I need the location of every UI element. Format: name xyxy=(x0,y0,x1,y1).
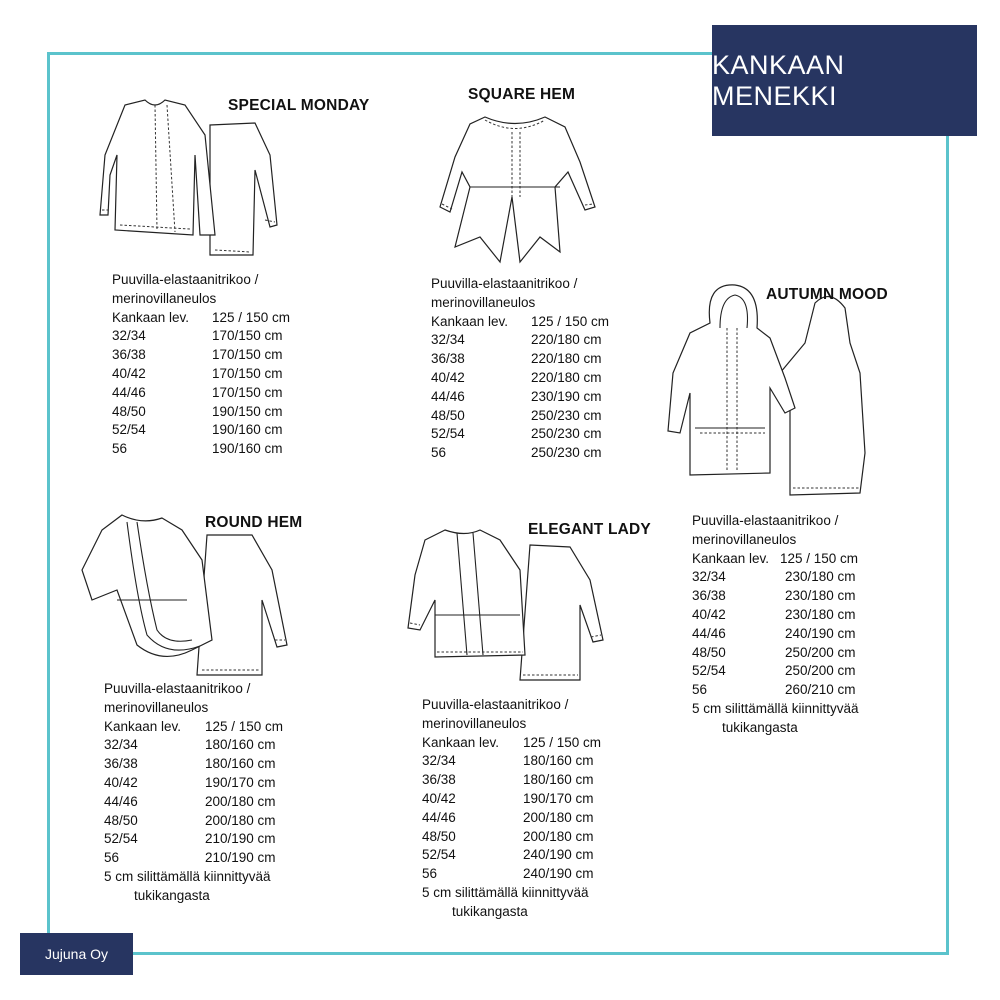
size-row xyxy=(104,830,283,849)
size-row xyxy=(431,444,609,463)
size-row xyxy=(104,774,283,793)
size-row xyxy=(104,736,283,755)
size-row xyxy=(422,809,601,828)
autumn-mood-title: AUTUMN MOOD xyxy=(766,286,888,303)
size-label: 36/38 xyxy=(104,756,138,772)
size-row xyxy=(692,606,859,625)
size-row xyxy=(431,331,609,350)
width-label: Kankaan lev. xyxy=(112,309,190,325)
amount-value: 220/180 cm xyxy=(531,351,602,367)
size-label: 32/34 xyxy=(112,328,146,344)
amount-value: 170/150 cm xyxy=(212,328,283,344)
size-label: 56 xyxy=(112,441,128,457)
autumn-mood-info xyxy=(692,512,859,738)
amount-value: 250/230 cm xyxy=(531,426,602,442)
size-row xyxy=(422,828,601,847)
size-label: 48/50 xyxy=(112,403,146,419)
size-label: 44/46 xyxy=(422,809,456,825)
size-label: 48/50 xyxy=(104,812,138,828)
size-row xyxy=(112,327,290,346)
width-label: Kankaan lev. xyxy=(692,550,770,566)
amount-value: 250/230 cm xyxy=(531,407,602,423)
material-line: Puuvilla-elastaanitrikoo / xyxy=(431,276,578,291)
brand-label: Jujuna Oy xyxy=(20,933,133,975)
size-row xyxy=(112,346,290,365)
material-line: Puuvilla-elastaanitrikoo / xyxy=(422,697,569,712)
amount-value: 190/170 cm xyxy=(523,790,594,806)
amount-value: 250/200 cm xyxy=(785,663,856,679)
autumn-mood-illustration xyxy=(665,283,875,498)
round-hem-info xyxy=(104,680,283,906)
material-line: Puuvilla-elastaanitrikoo / xyxy=(692,513,839,528)
size-row xyxy=(692,644,859,663)
width-label: Kankaan lev. xyxy=(104,718,182,734)
amount-value: 190/170 cm xyxy=(205,774,276,790)
round-hem-title: ROUND HEM xyxy=(205,514,303,531)
amount-value: 180/160 cm xyxy=(523,772,594,788)
width-row xyxy=(112,309,290,328)
size-label: 36/38 xyxy=(692,588,726,604)
amount-value: 250/230 cm xyxy=(531,445,602,461)
width-value: 125 / 150 cm xyxy=(205,718,284,734)
material-line: merinovillaneulos xyxy=(431,294,536,310)
size-row xyxy=(692,587,859,606)
size-label: 40/42 xyxy=(112,365,146,381)
amount-value: 190/160 cm xyxy=(212,441,283,457)
size-row xyxy=(422,752,601,771)
size-label: 44/46 xyxy=(104,793,138,809)
amount-value: 200/180 cm xyxy=(523,828,594,844)
size-row xyxy=(104,793,283,812)
page-title: KANKAAN MENEKKI xyxy=(712,25,977,136)
size-row xyxy=(112,384,290,403)
elegant-lady-illustration xyxy=(405,525,610,685)
size-label: 36/38 xyxy=(431,351,465,367)
width-row xyxy=(692,550,859,569)
amount-value: 260/210 cm xyxy=(785,682,856,698)
material-line: Puuvilla-elastaanitrikoo / xyxy=(112,272,259,287)
amount-value: 210/190 cm xyxy=(205,831,276,847)
size-label: 32/34 xyxy=(104,737,138,753)
note-line: 5 cm silittämällä kiinnittyvää xyxy=(692,700,859,716)
special-monday-illustration xyxy=(105,95,295,255)
size-label: 52/54 xyxy=(104,831,138,847)
size-label: 36/38 xyxy=(422,772,456,788)
size-label: 56 xyxy=(422,866,438,882)
amount-value: 200/180 cm xyxy=(205,793,276,809)
amount-value: 210/190 cm xyxy=(205,850,276,866)
size-row xyxy=(112,440,290,459)
amount-value: 190/150 cm xyxy=(212,403,283,419)
size-row xyxy=(422,846,601,865)
square-hem-title: SQUARE HEM xyxy=(468,86,576,103)
size-label: 32/34 xyxy=(431,332,465,348)
amount-value: 170/150 cm xyxy=(212,347,283,363)
size-row xyxy=(431,350,609,369)
amount-value: 180/160 cm xyxy=(205,756,276,772)
size-row xyxy=(422,771,601,790)
size-label: 40/42 xyxy=(692,606,726,622)
width-value: 125 / 150 cm xyxy=(523,734,602,750)
size-label: 48/50 xyxy=(431,407,465,423)
size-row xyxy=(692,681,859,700)
size-label: 48/50 xyxy=(692,644,726,660)
material-line: merinovillaneulos xyxy=(104,699,209,715)
size-row xyxy=(692,625,859,644)
amount-value: 170/150 cm xyxy=(212,384,283,400)
size-row xyxy=(104,812,283,831)
width-row xyxy=(431,313,609,332)
amount-value: 170/150 cm xyxy=(212,365,283,381)
size-row xyxy=(112,365,290,384)
note-line: 5 cm silittämällä kiinnittyvää xyxy=(422,884,589,900)
special-monday-info xyxy=(112,271,290,459)
square-hem-info xyxy=(431,275,609,463)
size-row xyxy=(104,755,283,774)
round-hem-illustration xyxy=(82,510,307,680)
size-label: 52/54 xyxy=(112,422,146,438)
amount-value: 230/190 cm xyxy=(531,388,602,404)
amount-value: 190/160 cm xyxy=(212,422,283,438)
amount-value: 180/160 cm xyxy=(523,753,594,769)
amount-value: 240/190 cm xyxy=(523,847,594,863)
note-line: tukikangasta xyxy=(134,887,210,903)
size-row xyxy=(422,790,601,809)
size-row xyxy=(431,425,609,444)
size-row xyxy=(692,662,859,681)
amount-value: 250/200 cm xyxy=(785,644,856,660)
size-row xyxy=(431,407,609,426)
size-label: 44/46 xyxy=(431,388,465,404)
size-label: 44/46 xyxy=(692,625,726,641)
size-row xyxy=(422,865,601,884)
size-label: 52/54 xyxy=(431,426,465,442)
elegant-lady-title: ELEGANT LADY xyxy=(528,521,651,538)
width-label: Kankaan lev. xyxy=(431,313,509,329)
square-hem-illustration xyxy=(440,112,600,262)
note-line: tukikangasta xyxy=(452,903,528,919)
size-row xyxy=(692,568,859,587)
size-label: 40/42 xyxy=(104,774,138,790)
size-row xyxy=(431,388,609,407)
material-line: merinovillaneulos xyxy=(692,531,797,547)
width-row xyxy=(104,718,283,737)
amount-value: 230/180 cm xyxy=(785,569,856,585)
amount-value: 200/180 cm xyxy=(205,812,276,828)
special-monday-title: SPECIAL MONDAY xyxy=(228,97,370,114)
size-label: 56 xyxy=(692,682,708,698)
size-label: 32/34 xyxy=(422,753,456,769)
material-line: merinovillaneulos xyxy=(112,290,217,306)
amount-value: 230/180 cm xyxy=(785,606,856,622)
width-value: 125 / 150 cm xyxy=(531,313,610,329)
size-label: 56 xyxy=(104,850,120,866)
size-label: 36/38 xyxy=(112,347,146,363)
amount-value: 180/160 cm xyxy=(205,737,276,753)
size-label: 32/34 xyxy=(692,569,726,585)
width-value: 125 / 150 cm xyxy=(780,550,859,566)
amount-value: 230/180 cm xyxy=(785,588,856,604)
size-label: 56 xyxy=(431,445,447,461)
size-label: 52/54 xyxy=(422,847,456,863)
size-label: 48/50 xyxy=(422,828,456,844)
size-row xyxy=(104,849,283,868)
size-row xyxy=(112,421,290,440)
amount-value: 220/180 cm xyxy=(531,369,602,385)
width-label: Kankaan lev. xyxy=(422,734,500,750)
note-line: tukikangasta xyxy=(722,719,798,735)
material-line: Puuvilla-elastaanitrikoo / xyxy=(104,681,251,696)
material-line: merinovillaneulos xyxy=(422,715,527,731)
elegant-lady-info xyxy=(422,696,601,922)
size-row xyxy=(112,403,290,422)
amount-value: 200/180 cm xyxy=(523,809,594,825)
note-line: 5 cm silittämällä kiinnittyvää xyxy=(104,868,271,884)
size-label: 44/46 xyxy=(112,384,146,400)
size-label: 40/42 xyxy=(422,790,456,806)
amount-value: 240/190 cm xyxy=(523,866,594,882)
size-row xyxy=(431,369,609,388)
width-row xyxy=(422,734,601,753)
size-label: 52/54 xyxy=(692,663,726,679)
size-label: 40/42 xyxy=(431,369,465,385)
amount-value: 240/190 cm xyxy=(785,625,856,641)
amount-value: 220/180 cm xyxy=(531,332,602,348)
width-value: 125 / 150 cm xyxy=(212,309,291,325)
